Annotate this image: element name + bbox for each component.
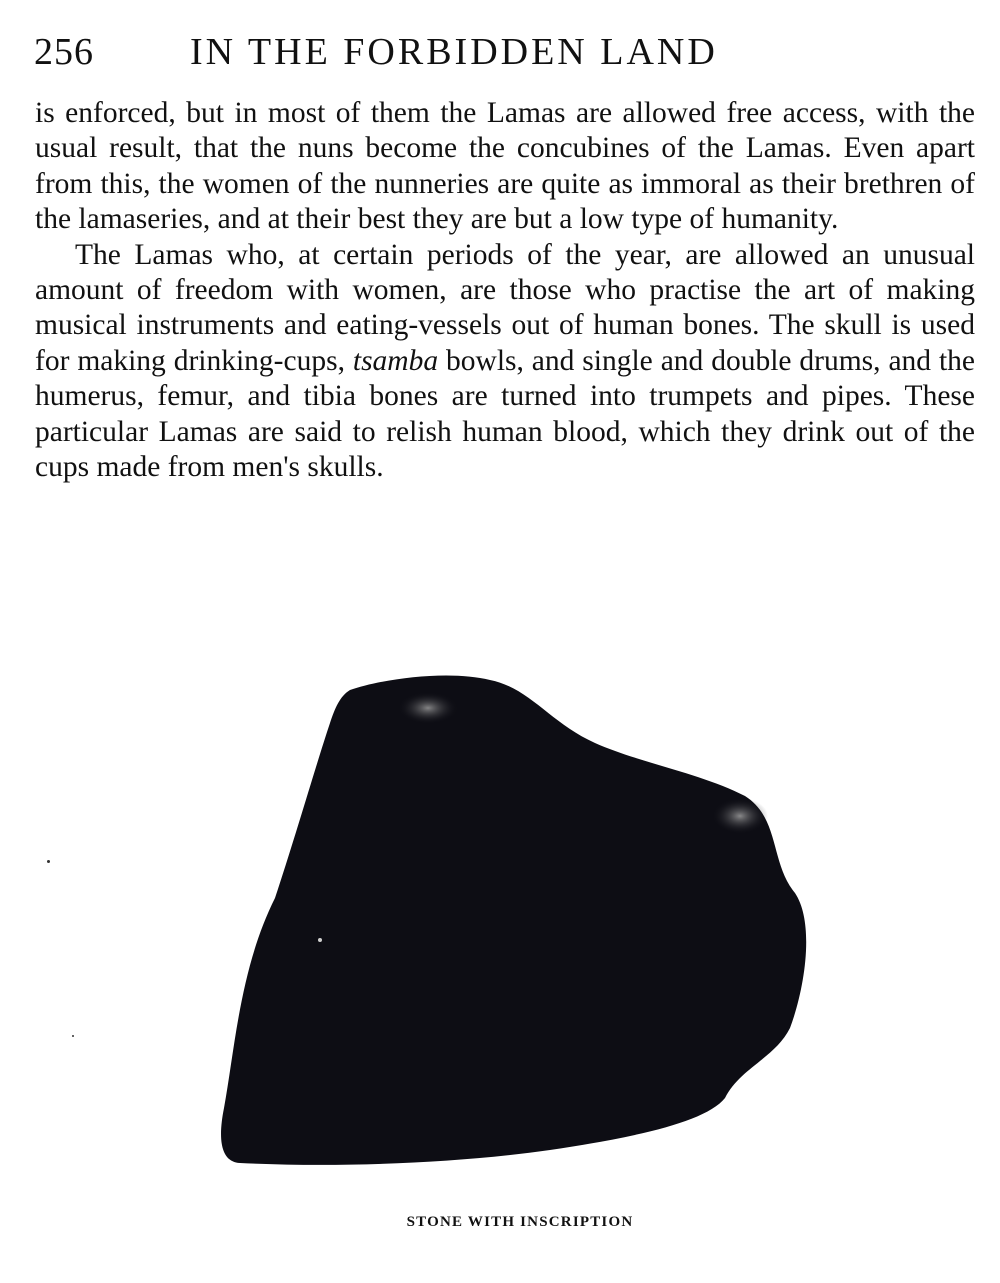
paper-speck [72, 1035, 74, 1037]
paragraph-2-text-a: The Lamas who, at certain periods of the year, are allowed an unusual amount of freedom with women, are those who practise the art of making musical instruments and eating-vessels out of human bones. The skull is used for making drinking-cups, [35, 238, 975, 377]
running-title: IN THE FORBIDDEN LAND [190, 31, 718, 73]
stone-illustration [200, 668, 820, 1178]
body-text [35, 96, 975, 485]
paragraph-2 [35, 238, 975, 486]
figure-caption: STONE WITH INSCRIPTION [406, 1214, 634, 1230]
paper-speck [47, 860, 50, 863]
paragraph-1: is enforced, but in most of them the Lamas are allowed free access, with the usual result, that the nuns become the concubines of the Lamas. Even apart from this, the women of the nunneries are quite as immoral as their brethren of the lamaseries, and at their best they are but a low type of humanity. [35, 97, 975, 236]
page-number: 256 [34, 31, 94, 73]
stone-shape [221, 675, 806, 1164]
paragraph-2-text-b: bowls, and single and double drums, and the humerus, femur, and tibia bones are turned into trumpets and pipes. These particular Lamas are said to relish human blood, which they drink out of the cups made from men's skulls. [35, 344, 975, 484]
stone-image [200, 668, 820, 1178]
page-header [30, 26, 970, 78]
paragraph-2-italic-term: tsamba [352, 344, 439, 377]
